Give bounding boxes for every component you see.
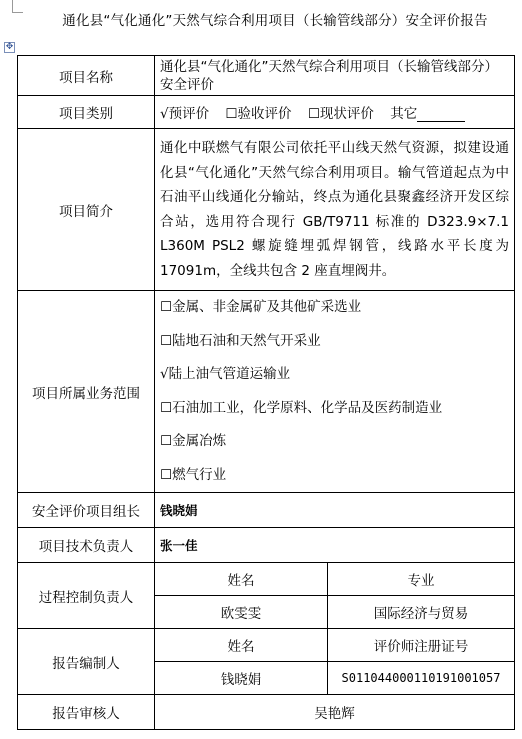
category-other[interactable] (390, 106, 465, 122)
category-status-evaluation[interactable]: ☐现状评价 (307, 106, 374, 122)
row-process-controller-header (18, 563, 515, 596)
category-acceptance-evaluation[interactable]: ☐验收评价 (225, 106, 292, 122)
report-reviewer-label: 报告审核人 (18, 695, 155, 730)
scope-pipeline-transport[interactable]: √陆上油气管道运输业 (160, 366, 291, 382)
report-author-cert-header: 评价师注册证号 (328, 629, 515, 662)
scope-mining[interactable]: ☐金属、非金属矿及其他矿采选业 (160, 299, 362, 315)
project-category-options (155, 96, 515, 129)
row-tech-lead (18, 528, 515, 563)
project-brief-cell (155, 129, 515, 291)
team-leader-value: 钱晓娟 (155, 493, 515, 528)
project-brief-label: 项目简介 (18, 129, 155, 291)
row-project-name (18, 56, 515, 96)
scope-metal-smelting[interactable]: ☐金属冶炼 (160, 433, 227, 449)
process-controller-major: 国际经济与贸易 (328, 596, 515, 629)
row-project-brief (18, 129, 515, 291)
business-scope-list (155, 291, 515, 493)
scope-gas-industry[interactable]: ☐燃气行业 (160, 466, 227, 483)
business-scope-label: 项目所属业务范围 (18, 291, 155, 493)
category-other-label: 其它 (390, 106, 418, 122)
category-other-blank[interactable] (417, 107, 465, 122)
table-move-handle-icon[interactable]: ✥ (5, 42, 14, 52)
team-leader-label: 安全评价项目组长 (18, 493, 155, 528)
evaluation-info-table (17, 55, 515, 730)
row-business-scope (18, 291, 515, 493)
process-controller-label: 过程控制负责人 (18, 563, 155, 629)
process-controller-major-header: 专业 (328, 563, 515, 596)
report-author-label: 报告编制人 (18, 629, 155, 695)
report-author-name: 钱晓娟 (155, 662, 328, 695)
page-corner-mark (12, 0, 23, 13)
process-controller-name: 欧雯雯 (155, 596, 328, 629)
row-team-leader (18, 493, 515, 528)
scope-oil-gas-extraction[interactable]: ☐陆地石油和天然气开采业 (160, 332, 321, 349)
report-reviewer-value: 吴艳辉 (155, 695, 515, 730)
row-project-category (18, 96, 515, 129)
project-name-value: 通化县“气化通化”天然气综合利用项目（长输管线部分）安全评价 (155, 56, 515, 96)
row-report-author-header (18, 629, 515, 662)
report-author-name-header: 姓名 (155, 629, 328, 662)
scope-petroleum-chemical[interactable]: ☐石油加工业，化学原料、化学品及医药制造业 (160, 399, 443, 416)
process-controller-name-header: 姓名 (155, 563, 328, 596)
row-report-reviewer (18, 695, 515, 730)
project-brief-text: 通化中联燃气有限公司依托平山线天然气资源，拟建设通化县“气化通化”天然气综合利用项目。输气管道起点为中石油平山线通化分输站，终点为通化县聚鑫经济开发区综合站，选用符合现行 GB/T9711 标准的 D323.9×7.1 L360M PSL2 螺旋缝埋弧焊钢管，线路水平长度为 17091m，全线共包含 2 座直埋阀井。 (160, 140, 509, 279)
project-name-label: 项目名称 (18, 56, 155, 96)
tech-lead-value: 张一佳 (155, 528, 515, 563)
project-category-label: 项目类别 (18, 96, 155, 129)
tech-lead-label: 项目技术负责人 (18, 528, 155, 563)
document-title: 通化县“气化通化”天然气综合利用项目（长输管线部分）安全评价报告 (62, 13, 488, 29)
category-pre-evaluation[interactable]: √预评价 (160, 106, 210, 122)
report-author-cert: S011044000110191001057 (328, 662, 515, 695)
